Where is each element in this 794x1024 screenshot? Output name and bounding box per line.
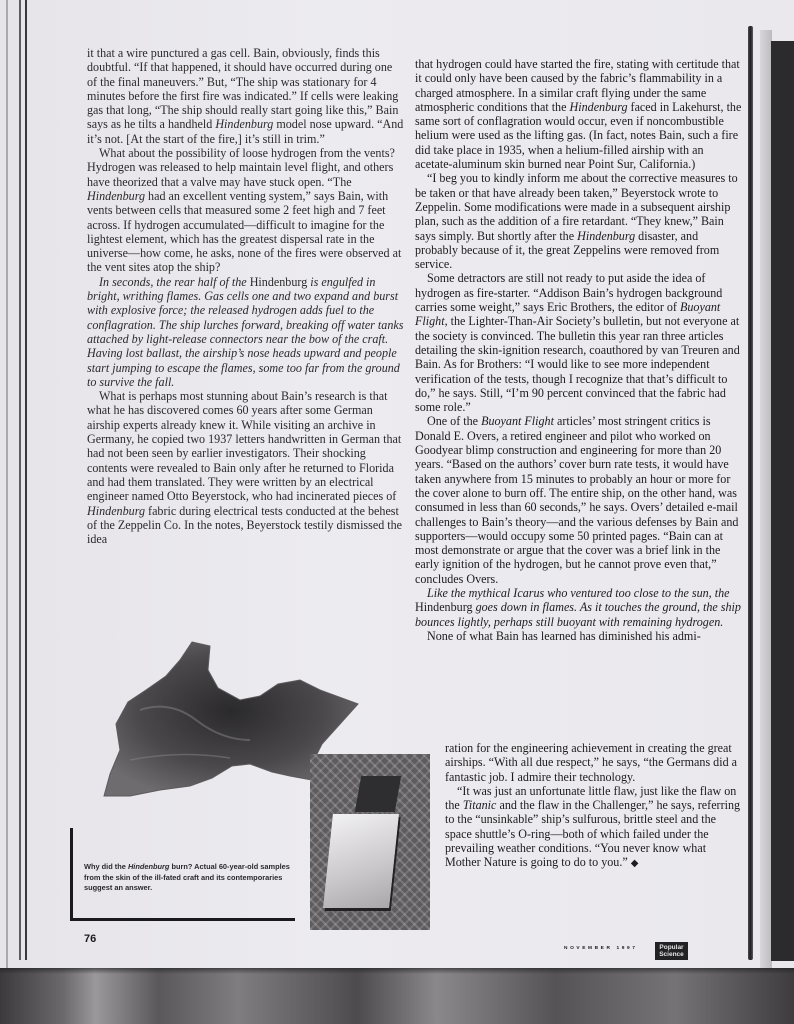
- skin-swatch-photo: [310, 754, 430, 930]
- swatch-shadow: [355, 776, 401, 812]
- left-column: [87, 46, 405, 546]
- popular-science-logo: Popular Science: [655, 942, 688, 960]
- end-of-article-icon: ◆: [630, 858, 639, 870]
- scanner-shadow-band: [0, 968, 794, 1024]
- right-column-wrap: [445, 741, 741, 872]
- paragraph: ration for the engineering achievement in creating the great airships. “With all due respect,” he says, “the Germans did a fantastic job. I admire their technology.: [445, 741, 738, 784]
- photo-caption: Why did the Hindenburg burn? Actual 60-year-old samples from the skin of the ill-fated craft and its contemporaries suggest an answer.: [84, 862, 290, 892]
- paragraph: What is perhaps most stunning about Bain’s research is that what he has discovered comes 60 years after some German airship experts already knew it. While visiting an archive in Germany, he copied two 1937 letters handwritten in German that had not been seen by earlier investigators. Their shocking contents were revealed to Bain only after he returned to Florida and had them translated. They were written by an electrical engineer named Otto Beyerstock, who had incinerated pieces of Hindenburg fabric during electrical tests conducted at the behest of the Zeppelin Co. In the notes, Beyerstock testily dismissed the idea: [87, 389, 403, 547]
- italic-narrative-paragraph: In seconds, the rear half of the Hindenburg is engulfed in bright, writhing flames. Gas cells one and two expand and burst with explosive force; the released hydrogen adds fuel to the conflagration. The ship lurches forward, breaking off water tanks attached by light-release connectors near the bow of the craft. Having lost ballast, the airship’s nose heads upward and people start jumping to escape the flames, some too far from the ground to survive the fall.: [87, 274, 404, 389]
- paragraph: that hydrogen could have started the fire, stating with certitude that it could only have been caused by the fabric’s flammability in a charged atmosphere. In a similar craft flying under the same atmospheric conditions that the Hindenburg faced in Lakehurst, the same sort of conflagration would occur, even if noncombustible helium were used as the lifting gas. (In fact, notes Bain, such a fire did take place in 1935, when a helium-filled airship with an acetate-aluminum skin burned near Point Sur, California.): [415, 57, 742, 172]
- scan-edge-line: [19, 0, 21, 960]
- scan-edge-line: [6, 0, 8, 1024]
- right-column: [415, 57, 742, 643]
- paragraph: it that a wire punctured a gas cell. Bain, obviously, finds this doubtful. “If that happened, it should have occurred during one of the final maneuvers.” But, “The ship was stationary for 4 minutes before the first fire was indicated.” If cells were leaking gas that long, “The ship should really start going like this,” Bain says as he tilts a handheld Hindenburg model nose upward. “And it’s not. [At the start of the fire,] it’s still in trim.”: [87, 46, 404, 146]
- paragraph: Some detractors are still not ready to put aside the idea of hydrogen as fire-starter. “Addison Bain’s hydrogen background carries some weight,” says Eric Brothers, the editor of Buoyant Flight, the Lighter-Than-Air Society’s bulletin, but not everyone at the society is convinced. The bulletin this year ran three articles detailing the skin-ignition research, coauthored by van Treuren and Bain. As for Brothers: “I would like to see more independent verification of the tests, though I recognize that that’s difficult to do,” he says. Still, “I’m 90 percent convinced that the fabric had some role.”: [415, 271, 740, 415]
- paragraph: What about the possibility of loose hydrogen from the vents? Hydrogen was released to help maintain level flight, and others have theorized that a valve may have stuck open. “The Hindenburg had an excellent venting system,” says Bain, with vents between cells that measured some 2 feet high and 7 feet across. If hydrogen accumulated—difficult to imagine for the lightest element, which has the greatest dispersal rate in the universe—how come, he asks, none of the fires were observed at the vent sites atop the ship?: [87, 146, 402, 275]
- paragraph: “I beg you to kindly inform me about the corrective measures to be taken or that have already been taken,” Beyerstock wrote to Zeppelin. Some modifications were made in a subsequent airship plan, such as the addition of a fire retardant. “They knew,” Bain says simply. But shortly after the Hindenburg disaster, and probably because of it, the great Zeppelins were removed from service.: [415, 171, 738, 272]
- scan-edge-line: [748, 26, 753, 960]
- italic-narrative-paragraph: Like the mythical Icarus who ventured too close to the sun, the Hindenburg goes down in flames. As it touches the ground, the ship bounces lightly, perhaps still buoyant with remaining hydrogen.: [415, 585, 741, 629]
- skin-sample: [323, 814, 399, 908]
- paragraph: “It was just an unfortunate little flaw, just like the flaw on the Titanic and the flaw in the Challenger,” he says, referring to the “unsinkable” ship’s sulfurous, brittle steel and the space shuttle’s O-ring—both of which failed under the prevailing weather conditions. “You never know what Mother Nature is going to do to you.” ◆: [445, 783, 741, 870]
- scan-shadow: [771, 41, 794, 961]
- page-number: 76: [84, 933, 97, 945]
- paragraph-lead: None of what Bain has learned has diminished his admi-: [427, 628, 701, 643]
- paragraph: One of the Buoyant Flight articles’ most stringent critics is Donald E. Overs, a retired engineer and pilot who worked on Goodyear blimp construction and engineering for more than 20 years. “Based on the authors’ cover burn rate tests, it would have taken anywhere from 15 minutes to probably an hour or more for the cover alone to burn off. The entire ship, on the other hand, was consumed in less than 60 seconds,” he says. Overs’ detailed e-mail challenges to Bain’s theory—and the various defenses by Bain and supporters—would occupy some 50 printed pages. “Bain can at most demonstrate or argue that the cover was a brief link in the early ignition of the hydrogen, but he cannot prove even that,” concludes Overs.: [415, 414, 739, 586]
- issue-date: NOVEMBER 1997: [564, 946, 638, 951]
- scan-edge-line: [25, 0, 27, 960]
